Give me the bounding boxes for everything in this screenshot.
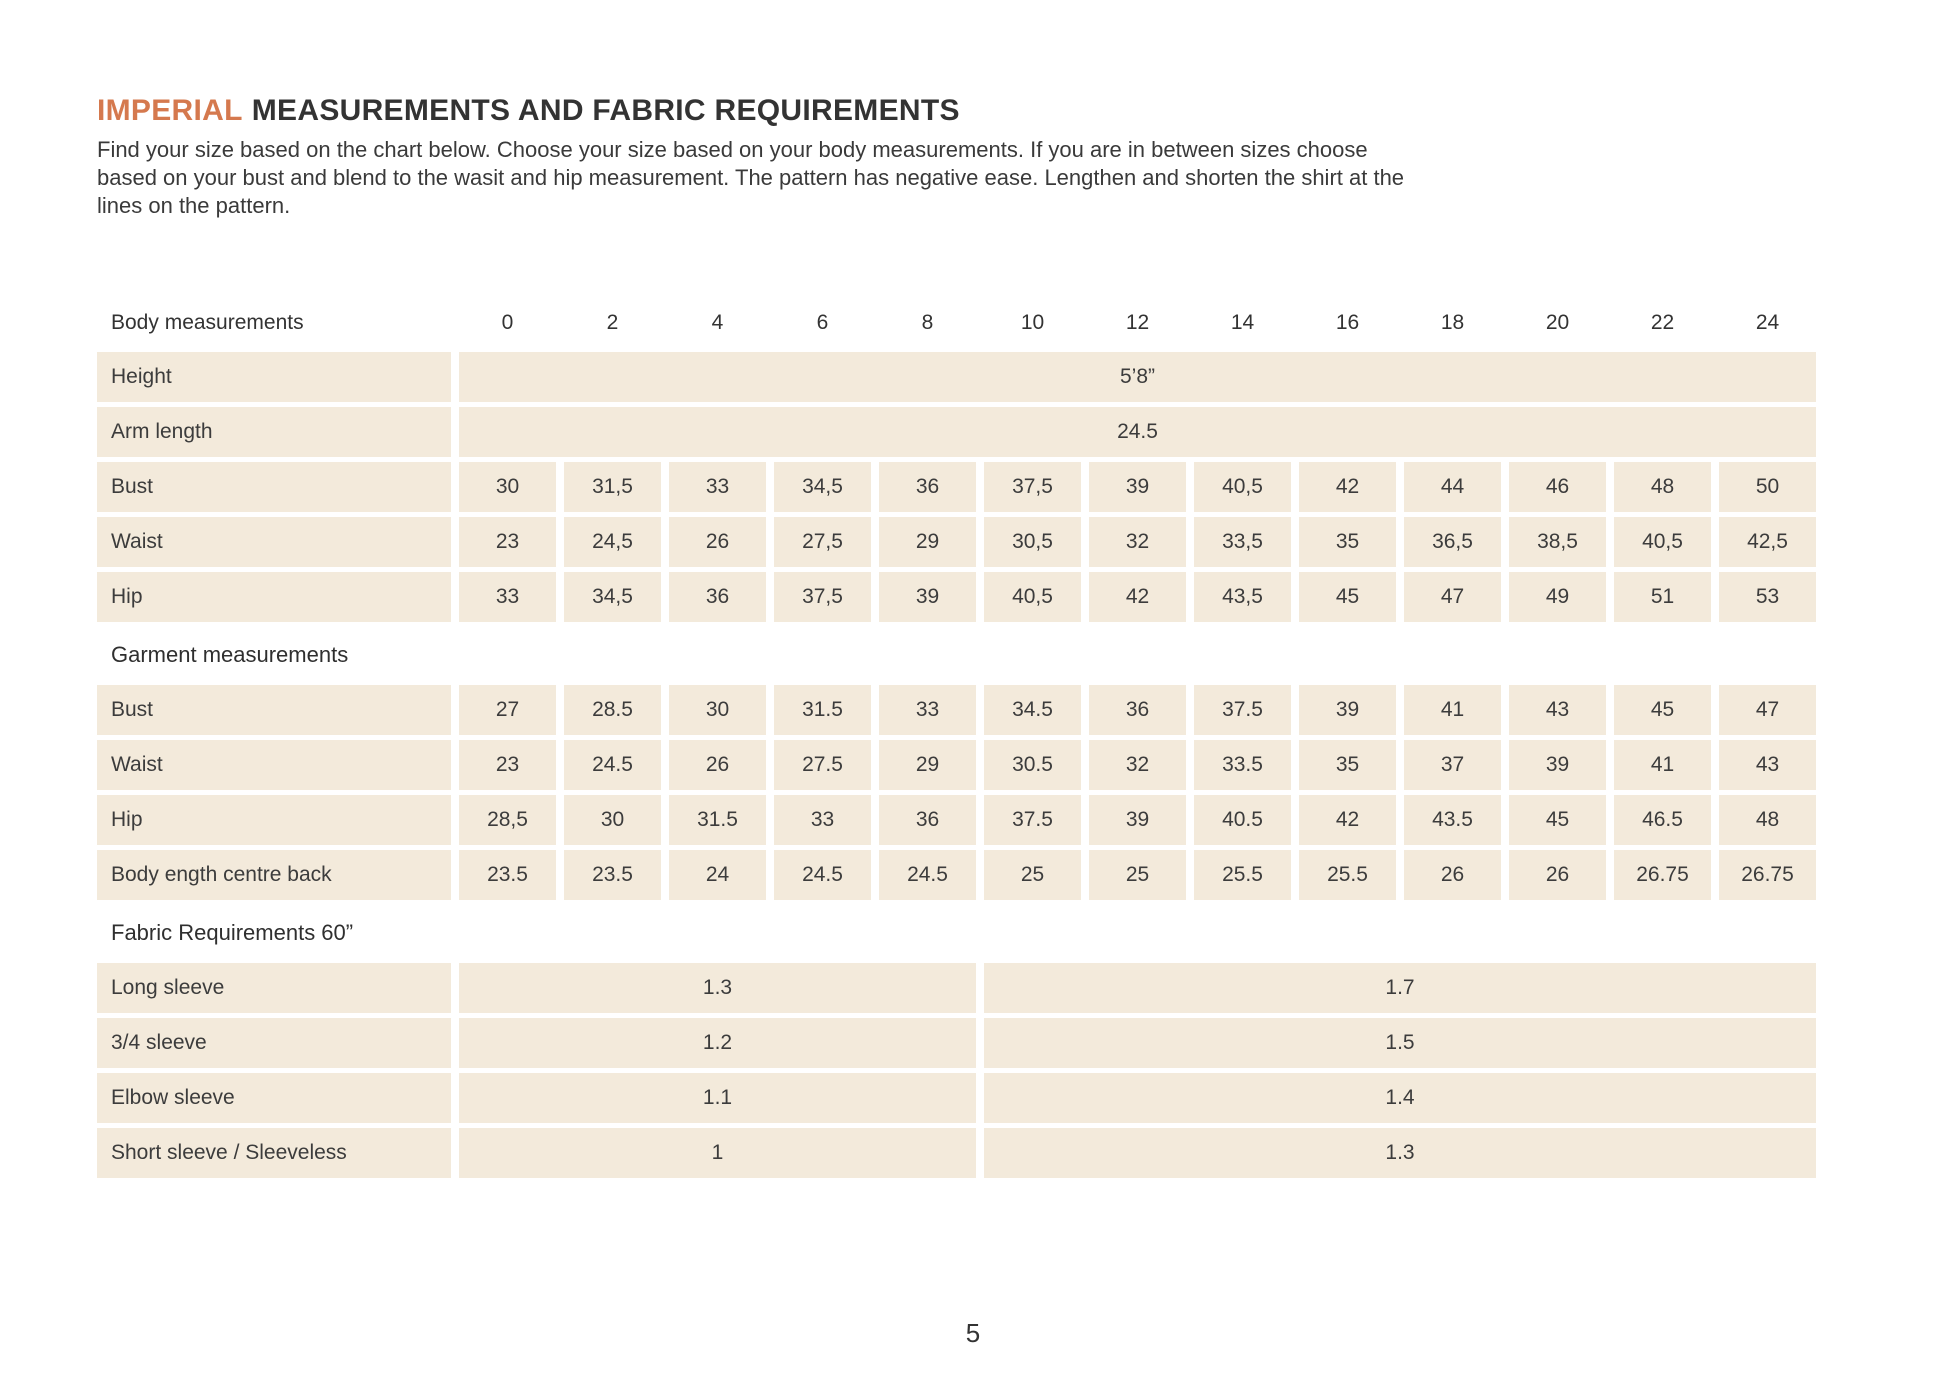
value-cell: 36 (879, 462, 976, 512)
value-cell: 39 (1509, 740, 1606, 790)
value-cell: 48 (1614, 462, 1711, 512)
fabric-first-half-cell: 1.1 (459, 1073, 976, 1123)
value-cell: 34,5 (774, 462, 871, 512)
value-cell: 46.5 (1614, 795, 1711, 845)
fabric-second-half-cell: 1.7 (984, 963, 1816, 1013)
value-cell: 47 (1404, 572, 1501, 622)
measurement-row (97, 740, 1819, 790)
span-value-cell: 24.5 (459, 407, 1816, 457)
value-cell: 38,5 (1509, 517, 1606, 567)
value-cell: 37 (1404, 740, 1501, 790)
value-cell: 45 (1614, 685, 1711, 735)
value-cell: 25.5 (1299, 850, 1396, 900)
value-cell: 41 (1404, 685, 1501, 735)
page-number: 5 (965, 1318, 981, 1348)
value-cell: 51 (1614, 572, 1711, 622)
value-cell: 24.5 (879, 850, 976, 900)
value-cell: 30.5 (984, 740, 1081, 790)
value-cell: 34,5 (564, 572, 661, 622)
value-cell: 24.5 (774, 850, 871, 900)
value-cell: 31.5 (669, 795, 766, 845)
value-cell: 37.5 (1194, 685, 1291, 735)
size-column-header: 16 (1335, 311, 1360, 334)
value-cell: 33 (459, 572, 556, 622)
table-corner-label: Body measurements (111, 311, 304, 334)
value-cell: 36,5 (1404, 517, 1501, 567)
value-cell: 29 (879, 740, 976, 790)
size-column-header: 6 (816, 311, 829, 334)
size-table (97, 308, 1819, 1178)
size-column-header: 20 (1545, 311, 1570, 334)
value-cell: 42 (1089, 572, 1186, 622)
value-cell: 53 (1719, 572, 1816, 622)
value-cell: 23.5 (564, 850, 661, 900)
value-cell: 43,5 (1194, 572, 1291, 622)
fabric-first-half-cell: 1.3 (459, 963, 976, 1013)
value-cell: 25.5 (1194, 850, 1291, 900)
fabric-second-half-cell: 1.5 (984, 1018, 1816, 1068)
row-label: Body ength centre back (97, 850, 451, 900)
measurement-row (97, 795, 1819, 845)
value-cell: 44 (1404, 462, 1501, 512)
title-rest: MEASUREMENTS AND FABRIC REQUIREMENTS (251, 94, 960, 127)
value-cell: 33 (879, 685, 976, 735)
fabric-row (97, 1018, 1819, 1068)
value-cell: 33.5 (1194, 740, 1291, 790)
value-cell: 48 (1719, 795, 1816, 845)
measurement-row (97, 572, 1819, 622)
intro-paragraph (97, 136, 1819, 220)
size-column-header: 12 (1125, 311, 1150, 334)
fabric-row (97, 1073, 1819, 1123)
size-column-header: 8 (921, 311, 934, 334)
row-label: Bust (97, 685, 451, 735)
value-cell: 37.5 (984, 795, 1081, 845)
value-cell: 26 (669, 740, 766, 790)
row-label: Short sleeve / Sleeveless (97, 1128, 451, 1178)
value-cell: 50 (1719, 462, 1816, 512)
value-cell: 30 (669, 685, 766, 735)
value-cell: 36 (1089, 685, 1186, 735)
measurement-row (97, 407, 1819, 457)
value-cell: 41 (1614, 740, 1711, 790)
measurement-row (97, 462, 1819, 512)
value-cell: 27,5 (774, 517, 871, 567)
value-cell: 42 (1299, 462, 1396, 512)
size-column-header: 14 (1230, 311, 1255, 334)
value-cell: 43 (1719, 740, 1816, 790)
value-cell: 39 (879, 572, 976, 622)
row-label: Waist (97, 740, 451, 790)
size-column-header: 2 (606, 311, 619, 334)
value-cell: 33 (669, 462, 766, 512)
fabric-second-half-cell: 1.3 (984, 1128, 1816, 1178)
value-cell: 37,5 (774, 572, 871, 622)
row-label: 3/4 sleeve (97, 1018, 451, 1068)
value-cell: 39 (1089, 462, 1186, 512)
value-cell: 45 (1299, 572, 1396, 622)
size-column-header: 10 (1020, 311, 1045, 334)
value-cell: 32 (1089, 517, 1186, 567)
fabric-row (97, 1128, 1819, 1178)
header-row (97, 308, 1819, 338)
value-cell: 30 (459, 462, 556, 512)
value-cell: 26 (1509, 850, 1606, 900)
value-cell: 37,5 (984, 462, 1081, 512)
fabric-first-half-cell: 1.2 (459, 1018, 976, 1068)
row-label: Bust (97, 462, 451, 512)
intro-line: Find your size based on the chart below. Choose your size based on your body measurements. If you are in between sizes choose (97, 137, 1368, 162)
value-cell: 23 (459, 740, 556, 790)
value-cell: 30 (564, 795, 661, 845)
value-cell: 26 (669, 517, 766, 567)
value-cell: 25 (1089, 850, 1186, 900)
value-cell: 39 (1299, 685, 1396, 735)
row-label: Hip (97, 572, 451, 622)
measurement-row (97, 517, 1819, 567)
row-label: Elbow sleeve (97, 1073, 451, 1123)
row-label: Height (97, 352, 451, 402)
value-cell: 26 (1404, 850, 1501, 900)
value-cell: 42 (1299, 795, 1396, 845)
value-cell: 27.5 (774, 740, 871, 790)
value-cell: 25 (984, 850, 1081, 900)
value-cell: 23.5 (459, 850, 556, 900)
value-cell: 24.5 (564, 740, 661, 790)
section-title-fabric: Fabric Requirements 60” (111, 920, 354, 945)
fabric-row (97, 963, 1819, 1013)
value-cell: 45 (1509, 795, 1606, 845)
intro-line: lines on the pattern. (97, 193, 291, 218)
value-cell: 39 (1089, 795, 1186, 845)
value-cell: 28,5 (459, 795, 556, 845)
value-cell: 30,5 (984, 517, 1081, 567)
value-cell: 43 (1509, 685, 1606, 735)
value-cell: 26.75 (1614, 850, 1711, 900)
value-cell: 36 (879, 795, 976, 845)
size-column-header: 18 (1440, 311, 1465, 334)
value-cell: 23 (459, 517, 556, 567)
value-cell: 40,5 (1614, 517, 1711, 567)
measurement-row (97, 352, 1819, 402)
size-column-header: 4 (711, 311, 724, 334)
fabric-first-half-cell: 1 (459, 1128, 976, 1178)
value-cell: 31.5 (774, 685, 871, 735)
row-label: Arm length (97, 407, 451, 457)
fabric-second-half-cell: 1.4 (984, 1073, 1816, 1123)
value-cell: 33 (774, 795, 871, 845)
value-cell: 40,5 (1194, 462, 1291, 512)
page-content (97, 94, 1819, 1183)
value-cell: 24,5 (564, 517, 661, 567)
value-cell: 35 (1299, 517, 1396, 567)
value-cell: 42,5 (1719, 517, 1816, 567)
section-title-garment: Garment measurements (111, 642, 349, 667)
value-cell: 27 (459, 685, 556, 735)
size-column-header: 22 (1650, 311, 1675, 334)
value-cell: 33,5 (1194, 517, 1291, 567)
size-column-header: 24 (1755, 311, 1780, 334)
size-column-header: 0 (501, 311, 514, 334)
value-cell: 28.5 (564, 685, 661, 735)
value-cell: 40,5 (984, 572, 1081, 622)
row-label: Hip (97, 795, 451, 845)
title-accent: IMPERIAL (97, 94, 243, 127)
value-cell: 35 (1299, 740, 1396, 790)
value-cell: 46 (1509, 462, 1606, 512)
value-cell: 47 (1719, 685, 1816, 735)
value-cell: 34.5 (984, 685, 1081, 735)
value-cell: 43.5 (1404, 795, 1501, 845)
value-cell: 31,5 (564, 462, 661, 512)
span-value-cell: 5’8” (459, 352, 1816, 402)
row-label: Waist (97, 517, 451, 567)
value-cell: 24 (669, 850, 766, 900)
value-cell: 49 (1509, 572, 1606, 622)
value-cell: 40.5 (1194, 795, 1291, 845)
value-cell: 32 (1089, 740, 1186, 790)
value-cell: 29 (879, 517, 976, 567)
intro-line: based on your bust and blend to the wasit and hip measurement. The pattern has negative ease. Lengthen and shorten the shirt at the (97, 165, 1405, 190)
value-cell: 36 (669, 572, 766, 622)
value-cell: 26.75 (1719, 850, 1816, 900)
measurement-row (97, 850, 1819, 900)
row-label: Long sleeve (97, 963, 451, 1013)
page-title (97, 94, 1819, 128)
measurement-row (97, 685, 1819, 735)
